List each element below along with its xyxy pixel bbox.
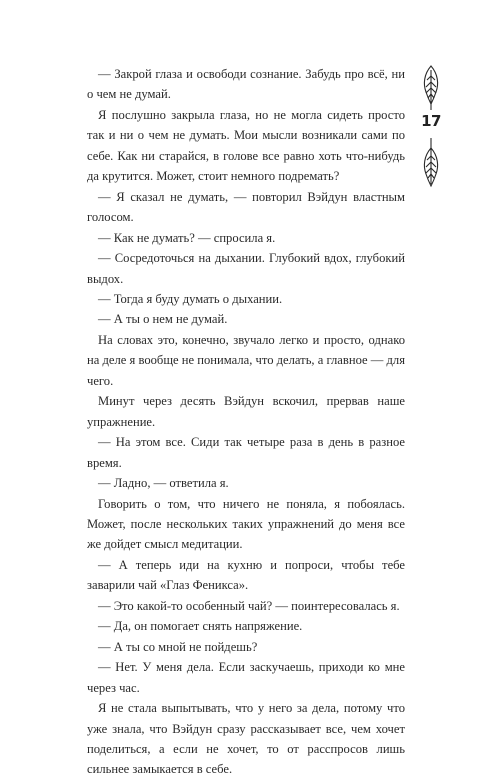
paragraph: Я не стала выпытывать, что у него за дела, потому что уже знала, что Вэйдун сразу рассказывает все, чем хочет поделиться, а если не хочет, то от расспросов лишь сильнее замыкается в себе.	[87, 701, 405, 777]
lower-feather-icon	[424, 138, 437, 186]
paragraph: Я послушно закрыла глаза, но не могла сидеть просто так и ни о чем не думать. Мои мысли возникали сами по себе. Как ни старайся, в голове все равно хоть что-нибудь да крутится. Может, стоит немного подремать?	[87, 107, 405, 184]
paragraph: — А теперь иди на кухню и попроси, чтобы тебе заварили чай «Глаз Феникса».	[87, 557, 405, 593]
paragraph: — Как не думать? — спросила я.	[98, 230, 276, 245]
paragraph: — Ладно, — ответила я.	[98, 476, 229, 491]
paragraph: — А ты со мной не пойдешь?	[98, 639, 258, 654]
paragraph: — Да, он помогает снять напряжение.	[98, 619, 303, 634]
paragraph: — Я сказал не думать, — повторил Вэйдун властным голосом.	[87, 189, 405, 225]
upper-feather-icon	[424, 66, 437, 110]
paragraph: Говорить о том, что ничего не поняла, я побоялась. Может, после нескольких таких упражнений до меня все же дойдет смысл медитации.	[87, 496, 405, 552]
paragraph: — Нет. У меня дела. Если заскучаешь, приходи ко мне через час.	[87, 660, 405, 695]
page-body	[87, 64, 405, 780]
paragraph: — А ты о нем не думай.	[98, 312, 228, 327]
page-number: 17	[421, 112, 441, 130]
paragraph: — Сосредоточься на дыхании. Глубокий вдох, глубокий выдох.	[87, 251, 405, 286]
paragraph: — Это какой-то особенный чай? — поинтересовалась я.	[98, 598, 400, 613]
paragraph: — Закрой глаза и освободи сознание. Забудь про всё, ни о чем не думай.	[87, 67, 405, 102]
paragraph: Минут через десять Вэйдун вскочил, прервав наше упражнение.	[87, 394, 405, 429]
paragraph: — На этом все. Сиди так четыре раза в день в разное время.	[87, 435, 405, 470]
paragraph: На словах это, конечно, звучало легко и просто, однако на деле я вообще не понимала, что делать, а главное — для чего.	[87, 332, 405, 388]
paragraph: — Тогда я буду думать о дыхании.	[98, 291, 283, 306]
